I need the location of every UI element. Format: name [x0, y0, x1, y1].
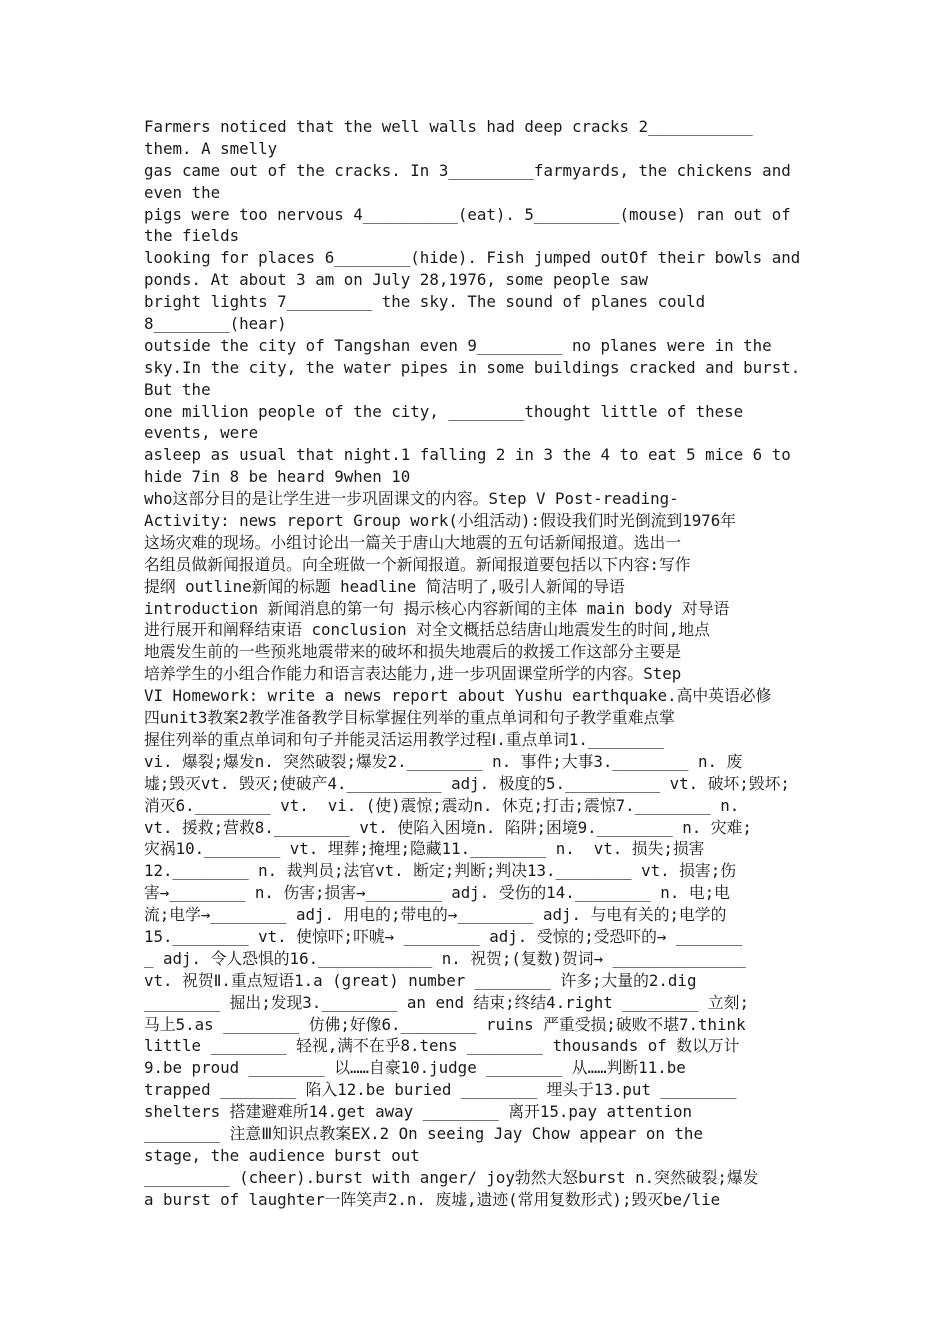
text-line: 马上5.as ________ 仿佛;好像6.________ ruins 严重受损;破败不堪7.think — [144, 1014, 746, 1034]
text-line: looking for places 6________(hide). Fish jumped outOf their bowls and — [144, 248, 801, 268]
text-line: asleep as usual that night.1 falling 2 in 3 the 4 to eat 5 mice 6 to — [144, 445, 791, 465]
text-line: 墟;毁灭vt. 毁灭;使破产4.__________ adj. 极度的5.__________ vt. 破坏;毁坏; — [144, 773, 790, 793]
text-line: even the — [144, 182, 221, 202]
text-line: little ________ 轻视,满不在乎8.tens ________ thousands of 数以万计 — [144, 1036, 740, 1056]
text-line: 害→________ n. 伤害;损害→________ adj. 受伤的14.________ n. 电;电 — [144, 883, 730, 903]
text-line: vt. 祝贺Ⅱ.重点短语1.a (great) number ________ 许多;大量的2.dig — [144, 970, 697, 990]
text-line: stage, the audience burst out — [144, 1145, 420, 1165]
text-line: 进行展开和阐释结束语 conclusion 对全文概括总结唐山地震发生的时间,地点 — [144, 620, 710, 640]
text-line: 12.________ n. 裁判员;法官vt. 断定;判断;判决13.________ vt. 损害;伤 — [144, 861, 737, 881]
text-line: a burst of laughter一阵笑声2.n. 废墟,遗迹(常用复数形式);毁灭be/lie — [144, 1189, 721, 1209]
text-line: sky.In the city, the water pipes in some buildings cracked and burst. — [144, 357, 801, 377]
text-line: who这部分目的是让学生进一步巩固课文的内容。Step V Post-reading- — [144, 489, 679, 509]
text-line: 握住列举的重点单词和句子并能灵活运用教学过程Ⅰ.重点单词1.________ — [144, 729, 664, 749]
document-body — [144, 116, 809, 1211]
text-line: 四unit3教案2教学准备教学目标掌握住列举的重点单词和句子教学重难点掌 — [144, 708, 675, 728]
text-line: 灾祸10.________ vt. 埋葬;掩埋;隐藏11.________ n. vt. 损失;损害 — [144, 839, 705, 859]
text-line: _________ (cheer).burst with anger/ joy勃然大怒burst n.突然破裂;爆发 — [144, 1167, 759, 1187]
text-line: 地震发生前的一些预兆地震带来的破坏和损失地震后的救援工作这部分主要是 — [144, 642, 682, 662]
text-line: 消灭6.________ vt. vi. (使)震惊;震动n. 休克;打击;震惊7.________ n. — [144, 795, 740, 815]
text-line: 9.be proud ________ 以……自豪10.judge ________ 从……判断11.be — [144, 1058, 686, 1078]
text-line: 提纲 outline新闻的标题 headline 简洁明了,吸引人新闻的导语 — [144, 576, 625, 596]
text-line: them. A smelly — [144, 138, 278, 158]
text-line: ________ 掘出;发现3.________ an end 结束;终结4.right ________ 立刻; — [144, 992, 749, 1012]
text-line: outside the city of Tangshan even 9_________ no planes were in the — [144, 335, 772, 355]
text-line: introduction 新闻消息的第一句 揭示核心内容新闻的主体 main body 对导语 — [144, 598, 730, 618]
text-line: 这场灾难的现场。小组讨论出一篇关于唐山大地震的五句话新闻报道。选出一 — [144, 532, 682, 552]
text-line: events, were — [144, 423, 259, 443]
text-line: the fields — [144, 226, 240, 246]
text-line: gas came out of the cracks. In 3_________farmyards, the chickens and — [144, 160, 791, 180]
text-line: bright lights 7_________ the sky. The sound of planes could — [144, 292, 706, 312]
text-line: hide 7in 8 be heard 9when 10 — [144, 467, 411, 487]
text-line: _ adj. 令人恐惧的16.____________ n. 祝贺;(复数)贺词→ ______________ — [144, 948, 746, 968]
text-line: VI Homework: write a news report about Yushu earthquake.高中英语必修 — [144, 686, 772, 706]
text-line: trapped ________ 陷入12.be buried ________ 埋头于13.put ________ — [144, 1080, 737, 1100]
text-line: vi. 爆裂;爆发n. 突然破裂;爆发2.________ n. 事件;大事3.________ n. 废 — [144, 751, 743, 771]
text-line: 名组员做新闻报道员。向全班做一个新闻报道。新闻报道要包括以下内容:写作 — [144, 554, 691, 574]
text-line: shelters 搭建避难所14.get away ________ 离开15.pay attention — [144, 1102, 693, 1122]
text-line: 培养学生的小组合作能力和语言表达能力,进一步巩固课堂所学的内容。Step — [144, 664, 682, 684]
text-line: ponds. At about 3 am on July 28,1976, some people saw — [144, 270, 649, 290]
text-line: vt. 援救;营救8.________ vt. 使陷入困境n. 陷阱;困境9.________ n. 灾难; — [144, 817, 752, 837]
text-line: 8________(hear) — [144, 314, 287, 334]
text-line: Activity: news report Group work(小组活动):假设我们时光倒流到1976年 — [144, 511, 737, 531]
text-line: 15.________ vt. 使惊吓;吓唬→ ________ adj. 受惊的;受恐吓的→ _______ — [144, 926, 743, 946]
text-line: pigs were too nervous 4__________(eat). 5_________(mouse) ran out of — [144, 204, 791, 224]
text-line: ________ 注意Ⅲ知识点教案EX.2 On seeing Jay Chow appear on the — [144, 1123, 703, 1143]
text-line: one million people of the city, ________thought little of these — [144, 401, 744, 421]
text-line: But the — [144, 379, 211, 399]
text-line: Farmers noticed that the well walls had deep cracks 2___________ — [144, 117, 753, 136]
text-line: 流;电学→________ adj. 用电的;带电的→________ adj. 与电有关的;电学的 — [144, 905, 727, 925]
